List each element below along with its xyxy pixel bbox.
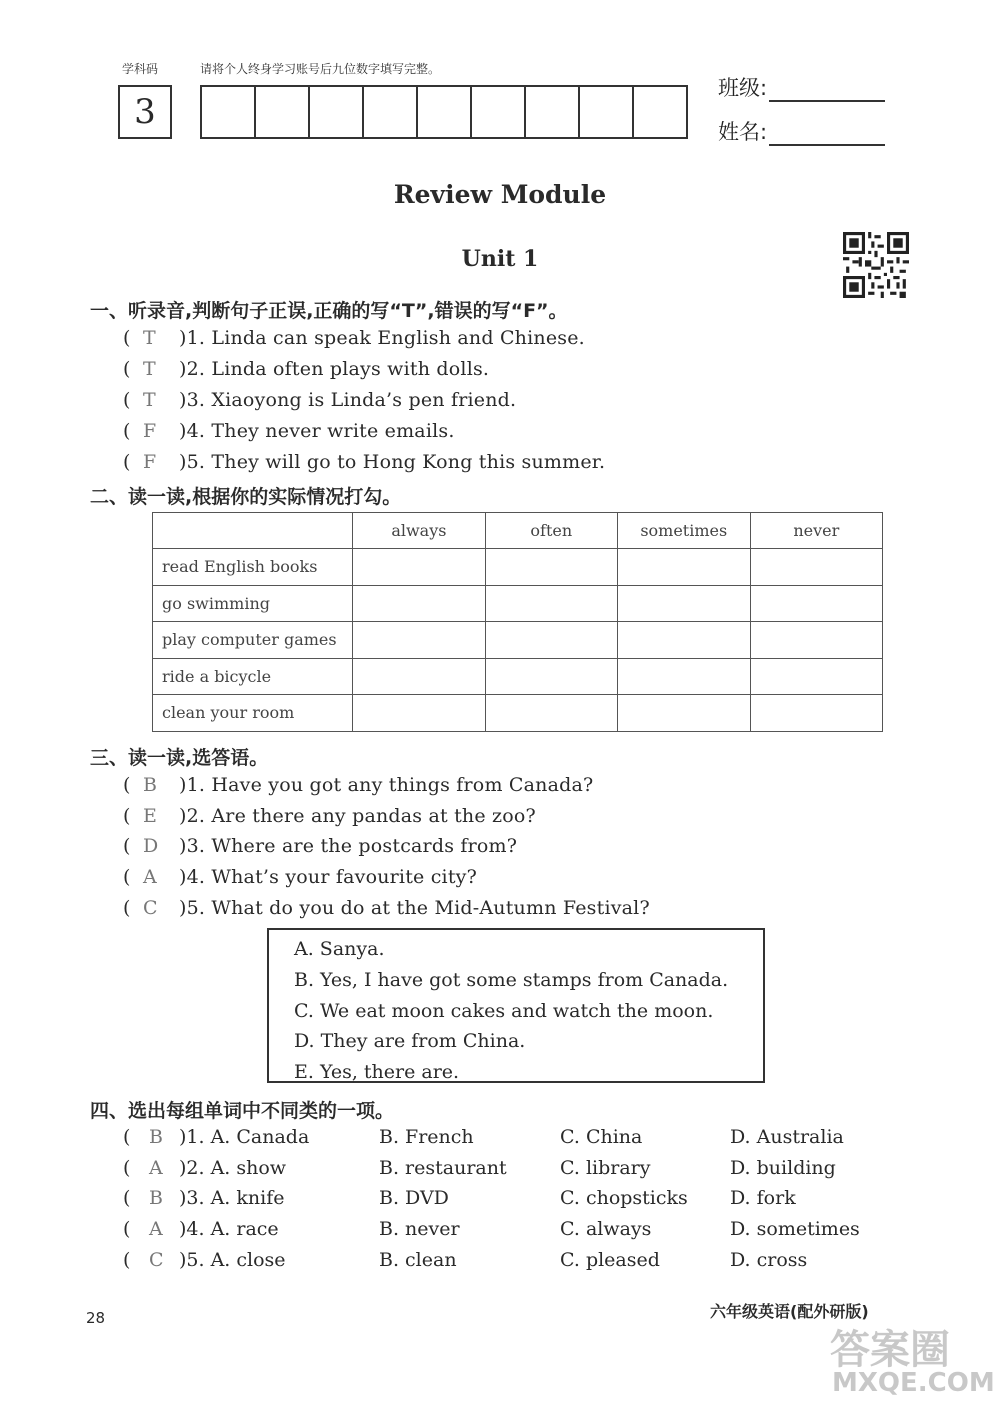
watermark-logo: 答案圈 xyxy=(830,1327,950,1373)
option-item: A. Sanya. xyxy=(294,938,385,960)
class-blank[interactable] xyxy=(769,80,885,102)
check-cell[interactable] xyxy=(750,622,882,659)
table-row xyxy=(153,585,883,622)
tf-item xyxy=(123,451,605,473)
open-paren: ( xyxy=(123,835,131,857)
answer-blank[interactable]: A xyxy=(143,866,157,888)
open-paren: ( xyxy=(123,327,131,349)
question-text: )4. They never write emails. xyxy=(179,420,455,442)
table-row xyxy=(153,622,883,659)
subject-code-label: 学科码 xyxy=(122,62,159,76)
question-text: )1. Have you got any things from Canada? xyxy=(179,774,594,796)
question-text: )4. What’s your favourite city? xyxy=(179,866,477,888)
section2-heading: 二、读一读,根据你的实际情况打勾。 xyxy=(90,486,402,508)
page-title: Review Module xyxy=(393,180,607,209)
open-paren: ( xyxy=(123,774,131,796)
question-text: )1. Linda can speak English and Chinese. xyxy=(179,327,585,349)
question-item xyxy=(123,897,650,919)
name-field[interactable] xyxy=(718,116,885,146)
digit-box[interactable] xyxy=(256,87,310,137)
page-number: 28 xyxy=(86,1309,106,1327)
option-b: B. DVD xyxy=(379,1187,449,1209)
option-b: B. clean xyxy=(379,1249,457,1271)
row-label: go swimming xyxy=(153,585,353,622)
answer-blank[interactable]: C xyxy=(143,897,158,919)
check-cell[interactable] xyxy=(485,549,617,586)
check-cell[interactable] xyxy=(353,585,485,622)
option-item: E. Yes, there are. xyxy=(294,1061,460,1084)
check-cell[interactable] xyxy=(617,585,750,622)
book-title: 六年级英语(配外研版) xyxy=(710,1302,869,1321)
answer-blank[interactable]: A xyxy=(149,1157,163,1179)
digit-box[interactable] xyxy=(418,87,472,137)
column-header: always xyxy=(353,513,485,549)
row-label: read English books xyxy=(153,549,353,586)
open-paren: ( xyxy=(123,1126,131,1148)
answer-blank[interactable]: C xyxy=(149,1249,164,1271)
question-text: )5. They will go to Hong Kong this summer. xyxy=(179,451,606,473)
open-paren: ( xyxy=(123,420,131,442)
question-text: )2. Are there any pandas at the zoo? xyxy=(179,805,536,827)
question-text: )3. Where are the postcards from? xyxy=(179,835,518,857)
check-cell[interactable] xyxy=(617,622,750,659)
qr-code-icon xyxy=(843,232,909,298)
column-header: never xyxy=(750,513,882,549)
table-row xyxy=(153,549,883,586)
digit-box[interactable] xyxy=(634,87,686,137)
option-c: C. always xyxy=(560,1218,652,1240)
watermark-url: MXQE.COM xyxy=(832,1368,995,1398)
option-b: B. restaurant xyxy=(379,1157,507,1179)
option-d: D. Australia xyxy=(730,1126,844,1148)
option-a: )4. A. race xyxy=(179,1218,279,1240)
class-label: 班级: xyxy=(718,76,768,100)
answer-blank[interactable]: B xyxy=(149,1126,163,1148)
check-cell[interactable] xyxy=(750,658,882,695)
section3-heading: 三、读一读,选答语。 xyxy=(90,747,269,769)
odd-one-out-item xyxy=(123,1187,883,1213)
answer-blank[interactable]: B xyxy=(143,774,158,796)
column-header: sometimes xyxy=(617,513,750,549)
option-d: D. cross xyxy=(730,1249,808,1271)
option-b: B. never xyxy=(379,1218,460,1240)
tf-item xyxy=(123,358,489,380)
row-label: clean your room xyxy=(153,695,353,732)
option-c: C. pleased xyxy=(560,1249,660,1271)
table-row xyxy=(153,695,883,732)
question-text: )2. Linda often plays with dolls. xyxy=(179,358,490,380)
digit-box[interactable] xyxy=(526,87,580,137)
answer-blank[interactable]: T xyxy=(143,358,156,380)
odd-one-out-item xyxy=(123,1218,883,1244)
answer-blank[interactable]: F xyxy=(143,451,157,473)
odd-one-out-item xyxy=(123,1126,883,1152)
check-cell[interactable] xyxy=(617,658,750,695)
open-paren: ( xyxy=(123,358,131,380)
column-header: often xyxy=(485,513,617,549)
class-field[interactable] xyxy=(718,72,885,102)
odd-one-out-item xyxy=(123,1249,883,1275)
check-cell[interactable] xyxy=(353,658,485,695)
answer-options-box xyxy=(267,928,765,1083)
open-paren: ( xyxy=(123,897,131,919)
option-item: D. They are from China. xyxy=(294,1030,526,1053)
option-c: C. library xyxy=(560,1157,651,1179)
check-cell[interactable] xyxy=(353,695,485,732)
question-item xyxy=(123,866,477,888)
subject-code-box: 3 xyxy=(118,85,172,139)
name-label: 姓名: xyxy=(718,120,768,144)
check-cell[interactable] xyxy=(617,695,750,732)
section4-heading: 四、选出每组单词中不同类的一项。 xyxy=(90,1100,395,1122)
option-d: D. building xyxy=(730,1157,836,1179)
option-a: )1. A. Canada xyxy=(179,1126,310,1148)
open-paren: ( xyxy=(123,389,131,411)
answer-blank[interactable]: A xyxy=(149,1218,163,1240)
section1-heading: 一、听录音,判断句子正误,正确的写“T”,错误的写“F”。 xyxy=(90,300,568,322)
check-cell[interactable] xyxy=(485,585,617,622)
option-c: C. China xyxy=(560,1126,643,1148)
question-text: )3. Xiaoyong is Linda’s pen friend. xyxy=(179,389,517,411)
option-d: D. fork xyxy=(730,1187,796,1209)
option-item: B. Yes, I have got some stamps from Canada. xyxy=(294,968,729,991)
check-cell[interactable] xyxy=(353,549,485,586)
question-text: )5. What do you do at the Mid-Autumn Festival? xyxy=(179,897,650,919)
check-cell[interactable] xyxy=(485,695,617,732)
option-b: B. French xyxy=(379,1126,474,1148)
question-item xyxy=(123,805,536,827)
open-paren: ( xyxy=(123,1249,131,1271)
table-corner-cell xyxy=(153,513,353,549)
open-paren: ( xyxy=(123,866,131,888)
check-cell[interactable] xyxy=(750,695,882,732)
answer-blank[interactable]: B xyxy=(149,1187,163,1209)
table-header-row xyxy=(153,513,883,549)
digit-box[interactable] xyxy=(472,87,526,137)
account-instruction: 请将个人终身学习账号后九位数字填写完整。 xyxy=(200,62,441,76)
option-a: )2. A. show xyxy=(179,1157,287,1179)
option-d: D. sometimes xyxy=(730,1218,860,1240)
answer-blank[interactable]: F xyxy=(143,420,157,442)
option-item: C. We eat moon cakes and watch the moon. xyxy=(294,999,714,1022)
check-cell[interactable] xyxy=(750,585,882,622)
row-label: ride a bicycle xyxy=(153,658,353,695)
digit-box[interactable] xyxy=(310,87,364,137)
check-cell[interactable] xyxy=(353,622,485,659)
option-a: )5. A. close xyxy=(179,1249,286,1271)
check-cell[interactable] xyxy=(485,622,617,659)
answer-blank[interactable]: D xyxy=(143,835,159,857)
option-c: C. chopsticks xyxy=(560,1187,688,1209)
odd-one-out-item xyxy=(123,1157,883,1183)
tf-item xyxy=(123,327,585,349)
check-cell[interactable] xyxy=(617,549,750,586)
question-item xyxy=(123,835,517,857)
answer-blank[interactable]: E xyxy=(143,805,158,827)
tf-item xyxy=(123,389,516,411)
check-cell[interactable] xyxy=(485,658,617,695)
digit-box[interactable] xyxy=(202,87,256,137)
account-digit-boxes[interactable] xyxy=(200,85,688,139)
open-paren: ( xyxy=(123,1218,131,1240)
question-item xyxy=(123,774,593,796)
open-paren: ( xyxy=(123,1187,131,1209)
digit-box[interactable] xyxy=(364,87,418,137)
digit-box[interactable] xyxy=(580,87,634,137)
option-a: )3. A. knife xyxy=(179,1187,285,1209)
name-blank[interactable] xyxy=(769,124,885,146)
answer-blank[interactable]: T xyxy=(143,327,156,349)
unit-title: Unit 1 xyxy=(461,246,539,272)
frequency-table xyxy=(152,512,883,732)
open-paren: ( xyxy=(123,1157,131,1179)
open-paren: ( xyxy=(123,805,131,827)
answer-blank[interactable]: T xyxy=(143,389,156,411)
row-label: play computer games xyxy=(153,622,353,659)
tf-item xyxy=(123,420,455,442)
check-cell[interactable] xyxy=(750,549,882,586)
open-paren: ( xyxy=(123,451,131,473)
table-row xyxy=(153,658,883,695)
